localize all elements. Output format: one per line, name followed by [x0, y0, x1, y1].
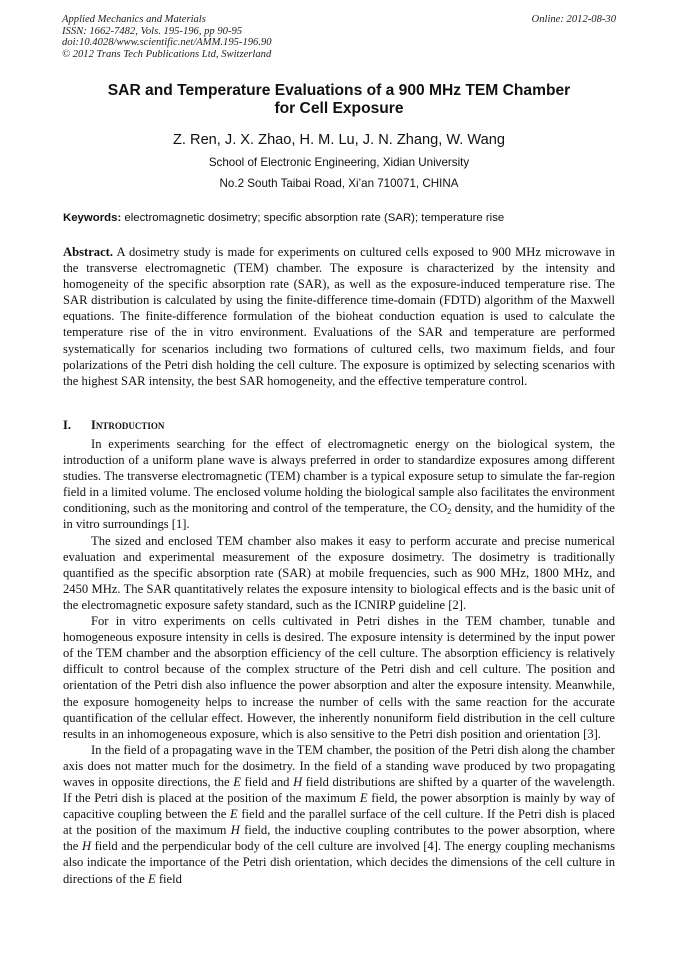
journal-name: Applied Mechanics and Materials	[62, 14, 206, 25]
abstract-label: Abstract.	[63, 245, 114, 259]
authors: Z. Ren, J. X. Zhao, H. M. Lu, J. N. Zhang, W. Wang	[173, 132, 505, 148]
doi-line: doi:10.4028/www.scientific.net/AMM.195-196.90	[62, 37, 272, 48]
copyright-line: © 2012 Trans Tech Publications Ltd, Switzerland	[62, 48, 272, 60]
paragraph-3: For in vitro experiments on cells cultivated in Petri dishes in the TEM chamber, tunable and homogeneous exposure intensity in cells is desired. The exposure intensity is determined by the input power of the TEM chamber and the absorption efficiency of the cell culture. The absorption efficiency is relatively difficult to control because of the complex structure of the Petri dish and cell culture. The position and orientation of the Petri dish also influence the power absorption and alter the exposure intensity. Meanwhile, the exposure homogeneity helps to increase the number of cells with the same reaction for the accurate quantification of the cellular effect. However, the inherently nonuniform field distribution in the cell culture results in an inhomogeneous exposure, which is also sensitive to the Petri dish position and orientation [3].	[63, 614, 615, 741]
section-number: I.	[63, 418, 71, 432]
affiliation: School of Electronic Engineering, Xidian University	[208, 156, 470, 169]
keywords-label: Keywords:	[63, 212, 122, 224]
online-date: Online: 2012-08-30	[531, 14, 616, 25]
running-header-left	[62, 14, 272, 60]
keywords-text: electromagnetic dosimetry; specific absorption rate (SAR); temperature rise	[121, 212, 505, 224]
abstract-text: A dosimetry study is made for experiments on cultured cells exposed to 900 MHz microwave in the transverse electromagnetic (TEM) chamber. The exposure is characterized by the intensity and homogeneity of the specific absorption rate (SAR), as well as the exposure-induced temperature rise. The SAR distribution is calculated by using the finite-difference time-domain (FDTD) algorithm of the Maxwell equations. The finite-difference formulation of the bioheat conduction equation is used to calculate the temperature rise of the in vitro environment. Evaluations of the SAR and temperature are performed systematically for scenarios including two formations of cultured cells, two maximum fields, and four polarizations of the Petri dish holding the cell culture. The exposure is optimized by selecting scenarios with the highest SAR intensity, the best SAR homogeneity, and the effective temperature control.	[63, 245, 615, 388]
address: No.2 South Taibai Road, Xi’an 710071, CHINA	[219, 177, 459, 190]
paragraph-2: The sized and enclosed TEM chamber also makes it easy to perform accurate and precise numerical evaluation and experimental measurement of the exposure dosimetry. The dosimetry is traditionally quantified as the specific absorption rate (SAR) at mobile frequencies, such as 900 MHz, 1800 MHz, and 2450 MHz. The SAR quantitatively relates the exposure intensity to biological effects and is the basic unit of the electromagnetic exposure safety standard, such as the ICNIRP guideline [2].	[63, 533, 615, 612]
issn-line: ISSN: 1662-7482, Vols. 195-196, pp 90-95	[62, 25, 243, 37]
paragraph-1: In experiments searching for the effect of electromagnetic energy on the biological system, the introduction of a uniform plane wave is always preferred in order to standardize exposures among different studies. The transverse electromagnetic (TEM) chamber is a typical exposure setup to simulate the far-region field in a limited volume. The enclosed volume holding the biological sample also facilitates the environment conditioning, such as the monitoring and control of the temperature, the $CO_2$ density, and the humidity of the in vitro surroundings [1].	[63, 437, 615, 532]
paper-title	[63, 82, 615, 118]
paragraph-4: In the field of a propagating wave in the TEM chamber, the position of the Petri dish along the chamber axis does not matter much for the dosimetry. In the field of a standing wave produced by two propagating waves in opposite directions, the E field and H field distributions are shifted by a quarter of the wavelength. If the Petri dish is placed at the position of the maximum E field, the power absorption is mainly by way of capacitive coupling between the E field and the parallel surface of the cell culture. If the Petri dish is placed at the position of the maximum H field, the inductive coupling contributes to the power absorption, where the H field and the perpendicular body of the cell culture are involved [4]. The energy coupling mechanisms also indicate the importance of the Petri dish orientation, which decides the dimensions of the cell culture in directions of the E field	[63, 742, 616, 886]
title-line-2: for Cell Exposure	[274, 100, 404, 117]
section-title: Introduction	[91, 418, 165, 432]
abstract	[63, 244, 615, 389]
keywords	[63, 211, 623, 225]
section-heading	[63, 418, 164, 432]
title-line-1: SAR and Temperature Evaluations of a 900 MHz TEM Chamber	[107, 82, 571, 99]
introduction-body	[63, 436, 615, 887]
